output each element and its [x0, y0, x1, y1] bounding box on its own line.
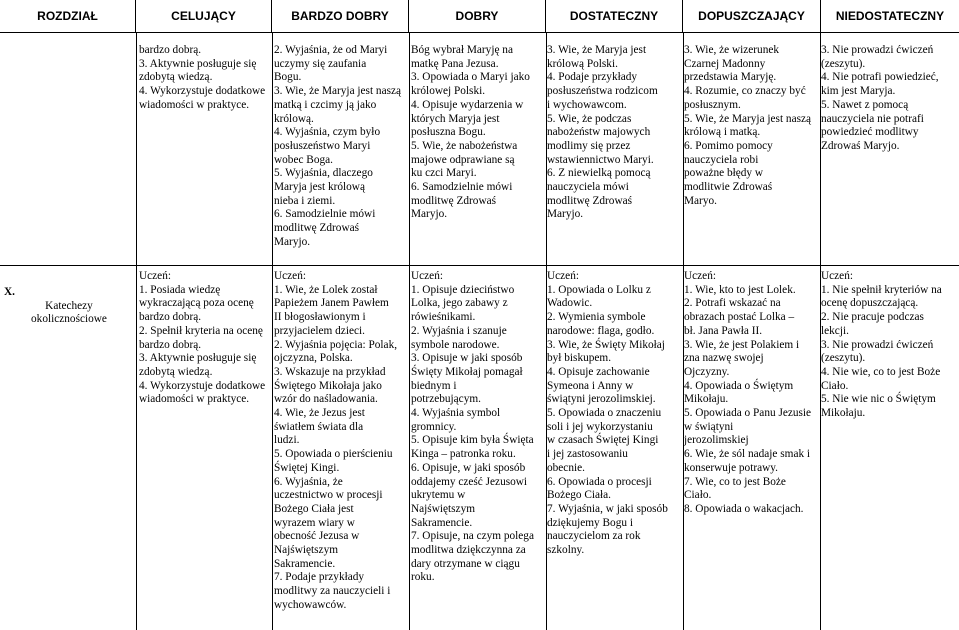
row1-bardzo-dobry: 2. Wyjaśnia, że od Maryi uczymy się zaufania Bogu. 3. Wie, że Maryja jest naszą matką i czcimy ją jako królową. 4. Wyjaśnia, czym było posłuszeństwo Maryi wobec Boga. 5. Wyjaśnia, dlaczego Maryja jest królową nieba i ziemi. 6. Samodzielnie mówi modlitwę Zdrowaś Maryjo.	[274, 44, 402, 248]
row2-niedostateczny: Uczeń: 1. Nie spełnił kryteriów na ocenę dopuszczającą. 2. Nie pracuje podczas lekcji. 3. Nie prowadzi ćwiczeń (zeszytu). 4. Nie wie, co to jest Boże Ciało. 5. Nie wie nic o Świętym Mikołaju.	[821, 270, 942, 420]
row1-dostateczny: 3. Wie, że Maryja jest królową Polski. 4. Podaje przykłady posłuszeństwa rodzicom i wychowawcom. 5. Wie, że podczas nabożeństw majowych modlimy się przez wstawiennictwo Maryi. 6. Z niewielką pomocą nauczyciela mówi modlitwę Zdrowaś Maryjo.	[547, 44, 658, 221]
row2-celujacy: Uczeń: 1. Posiada wiedzę wykraczającą poza ocenę bardzo dobrą. 2. Spełnił kryteria na ocenę bardzo dobrą. 3. Aktywnie posługuje się zdobytą wiedzą. 4. Wykorzystuje dodatkowe wiadomości w praktyce.	[139, 270, 266, 406]
row2-rozdzial	[4, 286, 134, 327]
col-divider	[683, 32, 684, 630]
col-divider	[409, 32, 410, 630]
table-row	[0, 44, 959, 264]
header-bardzo-dobry: BARDZO DOBRY	[272, 0, 409, 32]
header-niedostateczny: NIEDOSTATECZNY	[835, 9, 945, 23]
header-dopuszczajacy: DOPUSZCZAJĄCY	[683, 0, 821, 32]
row1-dobry: Bóg wybrał Maryję na matkę Pana Jezusa. 3. Opowiada o Maryi jako królowej Polski. 4. Opisuje wydarzenia w których Maryja jest posłuszna Bogu. 5. Wie, że nabożeństwa majowe odprawiane są ku czci Maryi. 6. Samodzielnie mówi modlitwę Zdrowaś Maryjo.	[411, 44, 530, 221]
row-divider	[0, 265, 959, 266]
col-divider	[272, 32, 273, 630]
header-dobry: DOBRY	[409, 0, 546, 32]
col-divider	[820, 32, 821, 630]
header-celujacy: CELUJĄCY	[136, 0, 272, 32]
header-dostateczny: DOSTATECZNY	[546, 0, 683, 32]
row1-niedostateczny: 3. Nie prowadzi ćwiczeń (zeszytu). 4. Nie potrafi powiedzieć, kim jest Maryja. 5. Nawet z pomocą nauczyciela nie potrafi powiedzieć modlitwy Zdrowaś Maryjo.	[821, 44, 939, 152]
row2-rozdzial-title: Katechezy okolicznościowe	[31, 299, 107, 326]
row2-dobry: Uczeń: 1. Opisuje dzieciństwo Lolka, jego zabawy z rówieśnikami. 2. Wyjaśnia i szanuje symbole narodowe. 3. Opisuje w jaki sposób Święty Mikołaj pomagał biednym i potrzebującym. 4. Wyjaśnia symbol gromnicy. 5. Opisuje kim była Święta Kinga – patronka roku. 6. Opisuje, w jaki sposób oddajemy cześć Jezusowi ukrytemu w Najświętszym Sakramencie. 7. Opisuje, na czym polega modlitwa dziękczynna za dary otrzymane w ciągu roku.	[411, 270, 534, 584]
col-divider	[546, 32, 547, 630]
row1-dopuszczajacy: 3. Wie, że wizerunek Czarnej Madonny przedstawia Maryję. 4. Rozumie, co znaczy być posłusznym. 5. Wie, że Maryja jest naszą królową i matką. 6. Pomimo pomocy nauczyciela robi poważne błędy w modlitwie Zdrowaś Maryo.	[684, 44, 812, 207]
row2-rozdzial-number: X.	[4, 286, 15, 298]
row2-bardzo-dobry: Uczeń: 1. Wie, że Lolek został Papieżem Janem Pawłem II błogosławionym i przyjacielem dzieci. 2. Wyjaśnia pojęcia: Polak, ojczyzna, Polska. 3. Wskazuje na przykład Świętego Mikołaja jako wzór do naśladowania. 4. Wie, że Jezus jest światłem świata dla ludzi. 5. Opowiada o pierścieniu Świętej Kingi. 6. Wyjaśnia, że uczestnictwo w procesji Bożego Ciała jest wyrazem wiary w obecność Jezusa w Najświętszym Sakramencie. 7. Podaje przykłady modlitwy za nauczycieli i wychowawców.	[274, 270, 398, 611]
row1-celujacy: bardzo dobrą. 3. Aktywnie posługuje się zdobytą wiedzą. 4. Wykorzystuje dodatkowe wiadomości w praktyce.	[139, 44, 266, 111]
row2-dopuszczajacy: Uczeń: 1. Wie, kto to jest Lolek. 2. Potrafi wskazać na obrazach postać Lolka – bł. Jana Pawła II. 3. Wie, że jest Polakiem i zna nazwę swojej Ojczyzny. 4. Opowiada o Świętym Mikołaju. 5. Opowiada o Panu Jezusie w świątyni jerozolimskiej 6. Wie, że sól nadaje smak i konserwuje potrawy. 7. Wie, co to jest Boże Ciało. 8. Opowiada o wakacjach.	[684, 270, 812, 515]
col-divider	[136, 32, 137, 630]
table-header	[0, 0, 959, 33]
header-rozdzial: ROZDZIAŁ	[0, 0, 136, 32]
row2-dostateczny: Uczeń: 1. Opowiada o Lolku z Wadowic. 2. Wymienia symbole narodowe: flaga, godło. 3. Wie, że Święty Mikołaj był biskupem. 4. Opisuje zachowanie Symeona i Anny w świątyni jerozolimskiej. 5. Opowiada o znaczeniu soli i jej wykorzystaniu w czasach Świętej Kingi i jej zastosowaniu obecnie. 6. Opowiada o procesji Bożego Ciała. 7. Wyjaśnia, w jaki sposób dziękujemy Bogu i nauczycielom za rok szkolny.	[547, 270, 668, 557]
table-row	[0, 270, 959, 630]
